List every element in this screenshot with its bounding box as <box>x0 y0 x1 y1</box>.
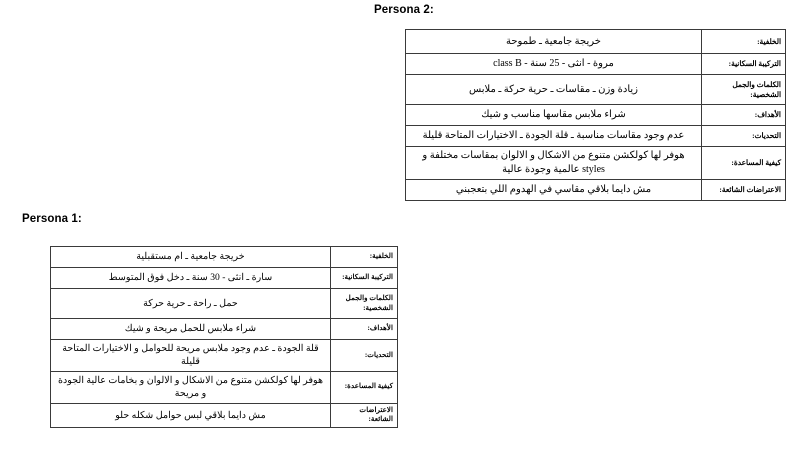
row-value-common-objections: مش دايما بلاقي لبس حوامل شكله حلو <box>51 403 331 427</box>
persona-1-table-container <box>50 246 398 428</box>
persona-2-table-body <box>406 30 786 201</box>
table-row <box>51 247 398 268</box>
persona-2-table-container <box>405 29 786 201</box>
persona-2-heading: Persona 2: <box>374 4 434 16</box>
persona-1-table-body <box>51 247 398 428</box>
table-row <box>51 403 398 427</box>
persona-1-heading: Persona 1: <box>22 213 82 225</box>
table-row <box>51 371 398 403</box>
row-value-background: خريجة جامعية ـ ام مستقبلية <box>51 247 331 268</box>
row-value-challenges: قلة الجودة ـ عدم وجود ملابس مريحة للحوامل و الاختيارات المتاحة قليلة <box>51 340 331 372</box>
table-row <box>406 105 786 126</box>
row-label-background: الخلفية: <box>702 30 786 54</box>
row-value-background: خريجة جامعية ـ طموحة <box>406 30 702 54</box>
row-label-common-objections: الاعتراضات الشائعة: <box>702 180 786 201</box>
row-label-background: الخلفية: <box>331 247 398 268</box>
row-value-goals: شراء ملابس للحمل مريحة و شيك <box>51 319 331 340</box>
table-row <box>51 319 398 340</box>
row-value-demographics: مروة - انثى - 25 سنة - class B <box>406 54 702 75</box>
row-value-demographics: سارة ـ انثى - 30 سنة ـ دخل فوق المتوسط <box>51 268 331 289</box>
table-row <box>406 54 786 75</box>
row-label-challenges: التحديات: <box>702 126 786 147</box>
row-value-common-objections: مش دايما بلاقي مقاسي في الهدوم اللي بتعجبني <box>406 180 702 201</box>
row-label-how-to-help: كيفية المساعدة: <box>702 147 786 180</box>
table-row <box>406 126 786 147</box>
table-row <box>406 75 786 105</box>
row-value-how-to-help: هوفر لها كولكشن متنوع من الاشكال و الالوان بمقاسات مختلفة و styles عالمية وجودة عالية <box>406 147 702 180</box>
row-label-goals: الأهداف: <box>331 319 398 340</box>
row-value-goals: شراء ملابس مقاسها مناسب و شيك <box>406 105 702 126</box>
persona-2-table <box>405 29 786 201</box>
row-label-goals: الأهداف: <box>702 105 786 126</box>
table-row <box>406 180 786 201</box>
row-value-challenges: عدم وجود مقاسات مناسبة ـ قلة الجودة ـ الاختيارات المتاحة قليلة <box>406 126 702 147</box>
table-row <box>51 289 398 319</box>
row-label-keywords-and-phrases: الكلمات والجمل الشخصية: <box>702 75 786 105</box>
row-label-challenges: التحديات: <box>331 340 398 372</box>
row-label-common-objections: الاعتراضات الشائعة: <box>331 403 398 427</box>
row-label-how-to-help: كيفية المساعدة: <box>331 371 398 403</box>
row-label-keywords-and-phrases: الكلمات والجمل الشخصية: <box>331 289 398 319</box>
table-row <box>51 268 398 289</box>
table-row <box>406 30 786 54</box>
persona-1-table <box>50 246 398 428</box>
row-value-keywords-and-phrases: حمل ـ راحة ـ حرية حركة <box>51 289 331 319</box>
table-row <box>51 340 398 372</box>
row-label-demographics: التركيبة السكانية: <box>702 54 786 75</box>
row-value-how-to-help: هوفر لها كولكشن متنوع من الاشكال و الالوان و بخامات عالية الجودة و مريحة <box>51 371 331 403</box>
row-value-keywords-and-phrases: زيادة وزن ـ مقاسات ـ حرية حركة ـ ملابس <box>406 75 702 105</box>
row-label-demographics: التركيبة السكانية: <box>331 268 398 289</box>
table-row <box>406 147 786 180</box>
